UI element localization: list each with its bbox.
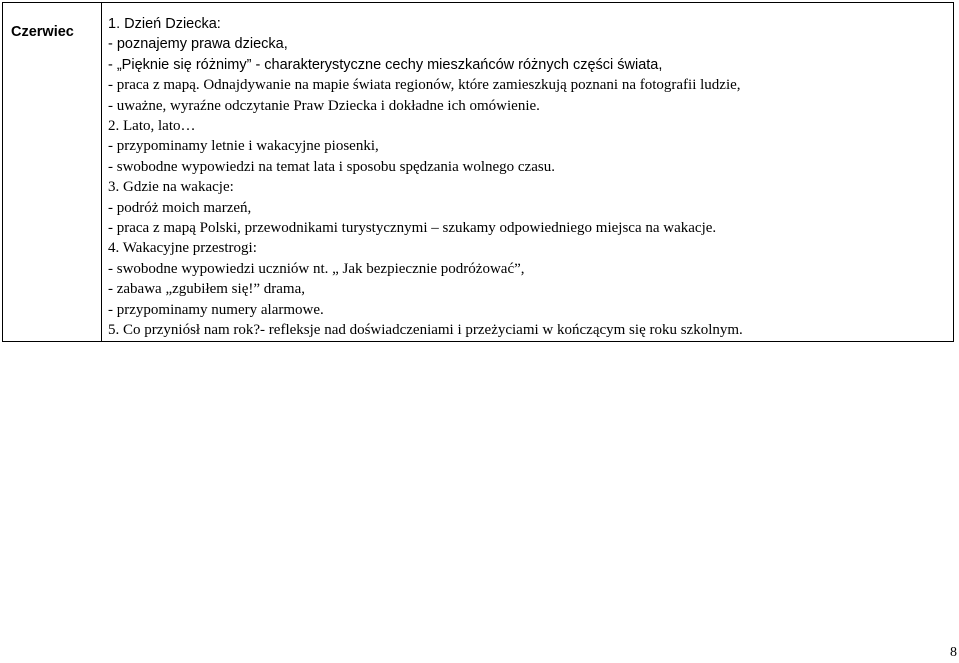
content-line: - podróż moich marzeń, xyxy=(108,199,252,216)
content-line: 1. Dzień Dziecka: xyxy=(108,16,221,32)
content-line: - przypominamy letnie i wakacyjne piosenki, xyxy=(108,138,379,155)
month-cell xyxy=(3,3,102,342)
content-line: - przypominamy numery alarmowe. xyxy=(108,301,324,318)
content-line: - swobodne wypowiedzi uczniów nt. „ Jak bezpiecznie podróżować”, xyxy=(108,260,525,277)
table-row xyxy=(3,3,954,342)
content-cell xyxy=(102,3,954,342)
content-line: - praca z mapą. Odnajdywanie na mapie świata regionów, które zamieszkują poznani na fotografii ludzie, xyxy=(108,77,741,94)
content-line: - swobodne wypowiedzi na temat lata i sposobu spędzania wolnego czasu. xyxy=(108,158,555,175)
curriculum-table xyxy=(2,2,954,342)
content-line: - uważne, wyraźne odczytanie Praw Dziecka i dokładne ich omówienie. xyxy=(108,97,540,114)
content-line: - poznajemy prawa dziecka, xyxy=(108,36,288,53)
content-line: 2. Lato, lato… xyxy=(108,118,196,135)
content-line: 3. Gdzie na wakacje: xyxy=(108,179,234,196)
page-number: 8 xyxy=(950,645,957,660)
content-line: 4. Wakacyjne przestrogi: xyxy=(108,240,257,257)
content-line: - „Pięknie się różnimy” - charakterystyczne cechy mieszkańców różnych części świata, xyxy=(108,56,663,73)
content-line: 5. Co przyniósł nam rok?- refleksje nad doświadczeniami i przeżyciami w kończącym się roku szkolnym. xyxy=(108,322,743,339)
content-line: - zabawa „zgubiłem się!” drama, xyxy=(108,281,305,298)
content-line: - praca z mapą Polski, przewodnikami turystycznymi – szukamy odpowiedniego miejsca na wakacje. xyxy=(108,220,717,237)
month-label: Czerwiec xyxy=(11,24,74,40)
